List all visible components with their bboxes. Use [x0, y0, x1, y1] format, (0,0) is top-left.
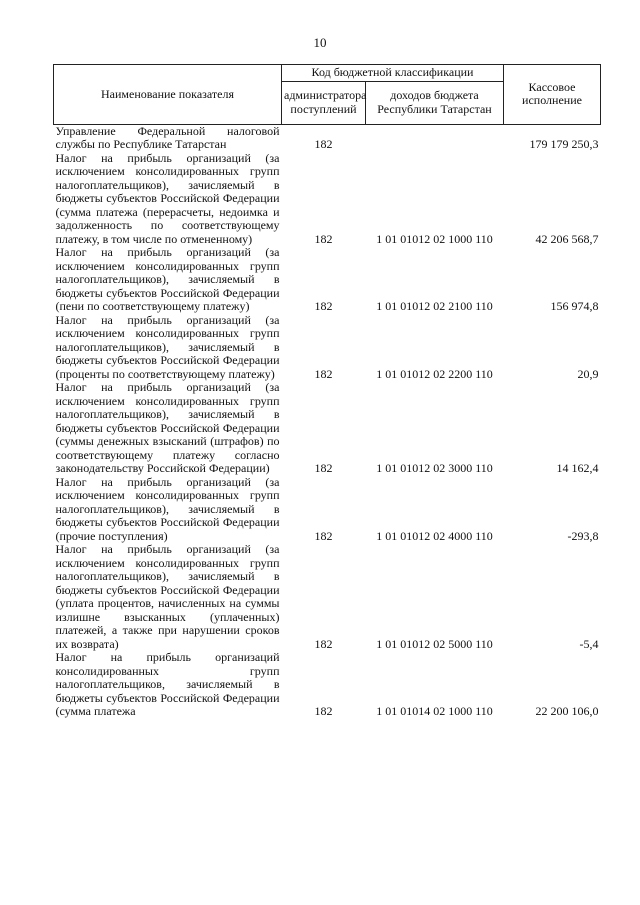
row-income-code: 1 01 01012 02 5000 110: [376, 636, 493, 651]
row-amount: -5,4: [579, 636, 599, 651]
row-amount: -293,8: [567, 528, 599, 543]
row-admin-code: 182: [314, 231, 333, 246]
row-income-code: [366, 124, 504, 152]
table-row: [54, 124, 601, 152]
row-admin-code: 182: [314, 366, 333, 381]
row-admin-code: 182: [314, 137, 333, 151]
header-amount: Кассовое исполнение: [504, 65, 601, 125]
table-row: [54, 381, 601, 476]
row-amount: 22 200 106,0: [535, 704, 599, 718]
row-name: Налог на прибыль организаций (за исключением консолидированных групп налогоплательщиков), зачисляемый в бюджеты субъектов Российской Федерации (сумма платежа (перерасчеты, недоимка и задолженность по соответствующему платежу, в том числе по отмененному): [55, 150, 280, 246]
row-name: Налог на прибыль организаций (за исключением консолидированных групп налогоплательщиков), зачисляемый в бюджеты субъектов Российской Федерации (прочие поступления): [55, 474, 280, 543]
table-row: [54, 651, 601, 719]
header-admin: администратора поступлений: [282, 81, 366, 124]
row-income-code: 1 01 01012 02 2100 110: [376, 299, 493, 313]
row-amount: 179 179 250,3: [529, 137, 599, 151]
row-income-code: 1 01 01012 02 1000 110: [376, 231, 493, 246]
row-name: Налог на прибыль организаций (за исключением консолидированных групп налогоплательщиков), зачисляемый в бюджеты субъектов Российской Федерации (суммы денежных взысканий (штрафов) по соответствующему платежу согласно законодательству Российской Федерации): [55, 380, 280, 475]
row-name: Налог на прибыль организаций консолидированных групп налогоплательщиков, зачисляемый в бюджеты субъектов Российской Федерации (сумма платежа: [55, 650, 280, 718]
budget-table: [53, 64, 601, 719]
row-admin-code: 182: [314, 299, 333, 313]
header-code-group: Код бюджетной классификации: [282, 65, 504, 82]
page-number: 10: [313, 35, 327, 50]
table-row: [54, 246, 601, 314]
header-income: доходов бюджета Республики Татарстан: [366, 81, 504, 124]
row-income-code: 1 01 01012 02 3000 110: [376, 461, 493, 475]
row-amount: 42 206 568,7: [535, 231, 599, 246]
table-row: [54, 314, 601, 382]
row-name: Налог на прибыль организаций (за исключением консолидированных групп налогоплательщиков), зачисляемый в бюджеты субъектов Российской Федерации (проценты по соответствующему платежу): [55, 312, 280, 381]
table-row: [54, 476, 601, 544]
row-admin-code: 182: [314, 636, 333, 651]
table-row: [54, 543, 601, 651]
header-name: Наименование показателя: [54, 65, 282, 125]
row-income-code: 1 01 01012 02 2200 110: [376, 366, 493, 381]
row-name: Управление Федеральной налоговой службы по Республике Татарстан: [55, 123, 280, 151]
row-amount: 14 162,4: [556, 461, 599, 475]
row-admin-code: 182: [314, 528, 333, 543]
row-admin-code: 182: [314, 461, 333, 475]
row-name: Налог на прибыль организаций (за исключением консолидированных групп налогоплательщиков), зачисляемый в бюджеты субъектов Российской Федерации (пени по соответствующему платежу): [55, 245, 280, 313]
row-income-code: 1 01 01014 02 1000 110: [376, 704, 493, 718]
row-name: Налог на прибыль организаций (за исключением консолидированных групп налогоплательщиков), зачисляемый в бюджеты субъектов Российской Федерации (уплата процентов, начисленных на суммы излишне взысканных (уплаченных) платежей, а также при нарушении сроков их возврата): [55, 542, 280, 651]
table-row: [54, 152, 601, 247]
row-admin-code: 182: [314, 704, 333, 718]
row-amount: 156 974,8: [550, 299, 599, 313]
row-amount: 20,9: [577, 366, 599, 381]
row-income-code: 1 01 01012 02 4000 110: [376, 528, 493, 543]
